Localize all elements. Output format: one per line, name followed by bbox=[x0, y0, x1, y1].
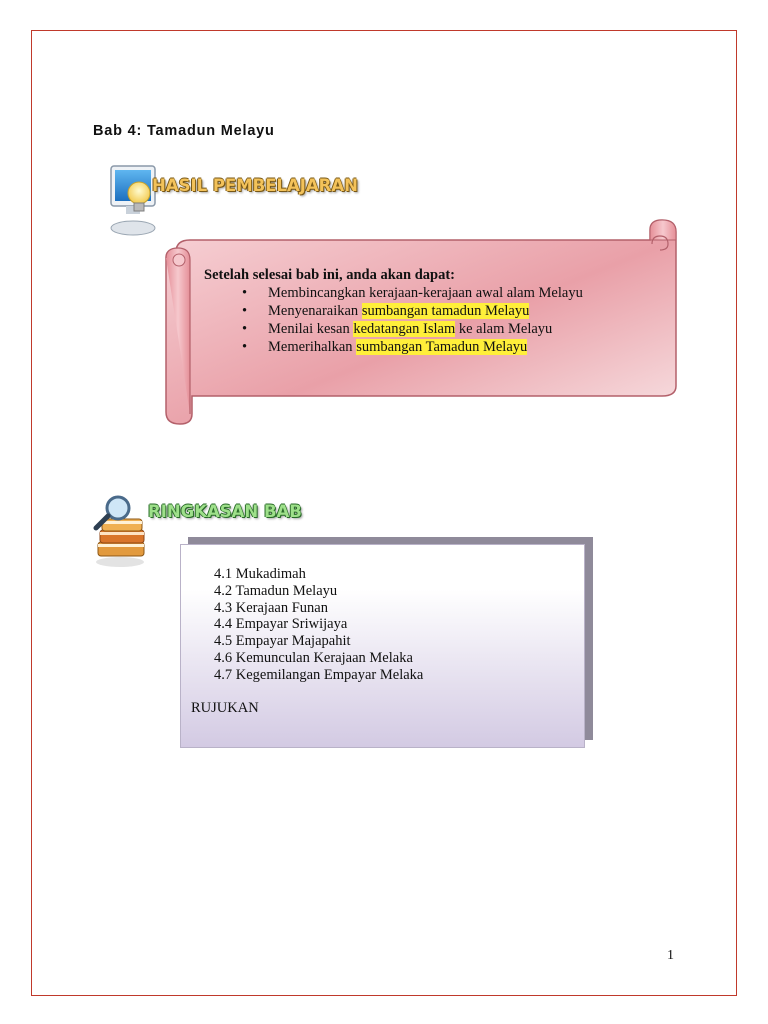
bullet-icon: • bbox=[242, 321, 248, 337]
learning-outcomes-list bbox=[204, 284, 664, 356]
list-item: • Memerihalkan sumbangan Tamadun Melayu bbox=[242, 339, 528, 355]
chapter-title: Bab 4: Tamadun Melayu bbox=[93, 123, 275, 139]
list-item: • Membincangkan kerajaan-kerajaan awal alam Melayu bbox=[242, 285, 583, 301]
list-item: • Menilai kesan kedatangan Islam ke alam Melayu bbox=[242, 321, 553, 337]
list-item: • Menyenaraikan sumbangan tamadun Melayu bbox=[242, 303, 530, 319]
references-label: RUJUKAN bbox=[191, 700, 259, 716]
list-item: 4.6 Kemunculan Kerajaan Melaka bbox=[214, 649, 413, 666]
chapter-summary-box bbox=[180, 544, 585, 748]
highlighted-text: kedatangan Islam bbox=[353, 321, 456, 337]
learning-outcomes-scroll bbox=[162, 218, 682, 426]
chapter-summary-title: RINGKASAN BAB bbox=[148, 502, 302, 521]
bullet-icon: • bbox=[242, 285, 248, 301]
highlighted-text: sumbangan tamadun Melayu bbox=[361, 303, 530, 319]
list-item: 4.3 Kerajaan Funan bbox=[214, 599, 328, 616]
page-number: 1 bbox=[667, 948, 674, 963]
learning-outcomes-intro: Setelah selesai bab ini, anda akan dapat: bbox=[204, 267, 455, 283]
highlighted-text: sumbangan Tamadun Melayu bbox=[356, 339, 528, 355]
bullet-icon: • bbox=[242, 303, 248, 319]
books-magnifier-icon bbox=[92, 490, 152, 570]
list-item: 4.4 Empayar Sriwijaya bbox=[214, 616, 348, 633]
learning-outcomes-title: HASIL PEMBELAJARAN bbox=[152, 176, 358, 195]
list-item: 4.1 Mukadimah bbox=[214, 566, 306, 582]
bullet-icon: • bbox=[242, 339, 248, 355]
list-item: 4.5 Empayar Majapahit bbox=[214, 633, 351, 650]
chapter-sections-list bbox=[214, 566, 423, 684]
monitor-lightbulb-icon bbox=[108, 162, 164, 240]
list-item: 4.2 Tamadun Melayu bbox=[214, 582, 338, 599]
list-item: 4.7 Kegemilangan Empayar Melaka bbox=[214, 666, 424, 683]
